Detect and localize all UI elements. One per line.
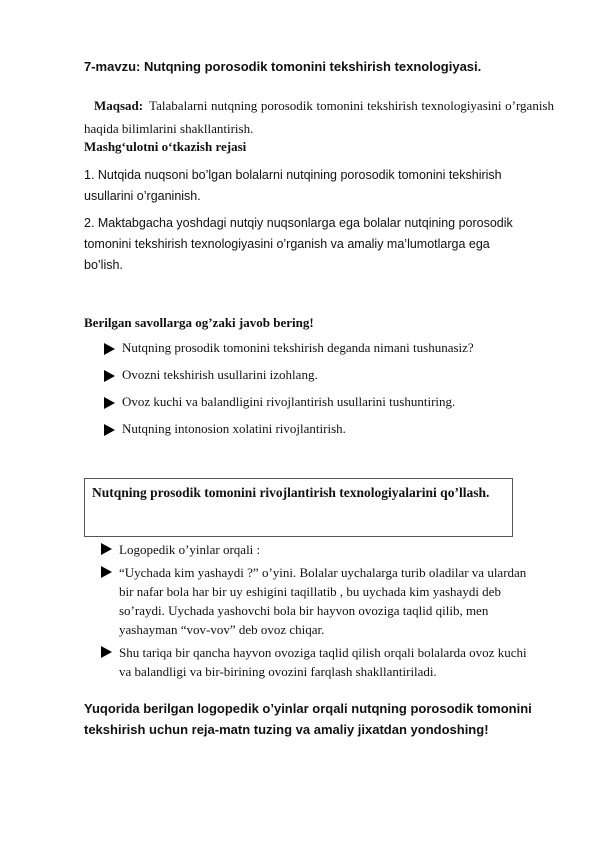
triangle-bullet-icon bbox=[104, 370, 115, 382]
goal-label: Maqsad: bbox=[94, 98, 144, 113]
task-paragraph: Yuqorida berilgan logopedik o’yinlar orqali nutqning porosodik tomonini tekshirish uchun reja-matn tuzing va amaliy jixatdan yondoshing! bbox=[84, 701, 532, 737]
plan-item: 1. Nutqida nuqsoni bo’lgan bolalarni nutqining porosodik tomonini tekshirish usullarini o’rganinish. bbox=[84, 168, 502, 203]
triangle-bullet-icon bbox=[101, 646, 112, 658]
method-item bbox=[101, 643, 531, 681]
method-text: Logopedik o’yinlar orqali : bbox=[119, 542, 261, 557]
question-item bbox=[104, 420, 474, 447]
methods-list bbox=[101, 540, 531, 685]
method-text: “Uychada kim yashaydi ?” o’yini. Bolalar uychalarga turib oladilar va ulardan bir nafar bola har bir uy eshigini taqillatib , bu uychada kim yashaydi deb so’raydi. Uychada yashovchi bola bir hayvon ovoziga taqlid qilib, men yashayman “vov-vov” deb ovoz chiqar. bbox=[119, 565, 527, 637]
triangle-bullet-icon bbox=[104, 343, 115, 355]
question-text: Nutqning prosodik tomonini tekshirish deganda nimani tushunasiz? bbox=[122, 340, 474, 355]
plan-item: 2. Maktabgacha yoshdagi nutqiy nuqsonlarga ega bolalar nutqining porosodik tomonini tekshirish texnologiyasini o’rganish va amaliy ma’lumotlarga ega bo’lish. bbox=[84, 216, 513, 272]
method-item bbox=[101, 563, 531, 639]
question-item bbox=[104, 366, 474, 393]
goal-text: Talabalarni nutqning porosodik tomonini tekshirish texnologiyasini o’rganish haqida bilimlarini shakllantirish. bbox=[84, 98, 554, 136]
method-text: Shu tariqa bir qancha hayvon ovoziga taqlid qilish orqali bolalarda ovoz kuchi va balandligi va bir-birining ovozini farqlash shakllantiriladi. bbox=[119, 645, 527, 679]
questions-list bbox=[104, 339, 474, 447]
question-item bbox=[104, 393, 474, 420]
triangle-bullet-icon bbox=[101, 543, 112, 555]
goal-paragraph bbox=[84, 94, 554, 140]
questions-heading: Berilgan savollarga og’zaki javob bering! bbox=[84, 315, 314, 330]
question-text: Nutqning intonosion xolatini rivojlantirish. bbox=[122, 421, 346, 436]
question-text: Ovozni tekshirish usullarini izohlang. bbox=[122, 367, 318, 382]
topic-title: 7-mavzu: Nutqning porosodik tomonini tekshirish texnologiyasi. bbox=[84, 59, 482, 74]
plan-title: Mashg‘ulotni o‘tkazish rejasi bbox=[84, 139, 247, 154]
question-text: Ovoz kuchi va balandligini rivojlantirish usullarini tushuntiring. bbox=[122, 394, 456, 409]
question-item bbox=[104, 339, 474, 366]
triangle-bullet-icon bbox=[104, 424, 115, 436]
triangle-bullet-icon bbox=[104, 397, 115, 409]
section-box-title: Nutqning prosodik tomonini rivojlantirish texnologiyalarini qo’llash. bbox=[92, 485, 490, 500]
triangle-bullet-icon bbox=[101, 566, 112, 578]
method-item bbox=[101, 540, 531, 559]
